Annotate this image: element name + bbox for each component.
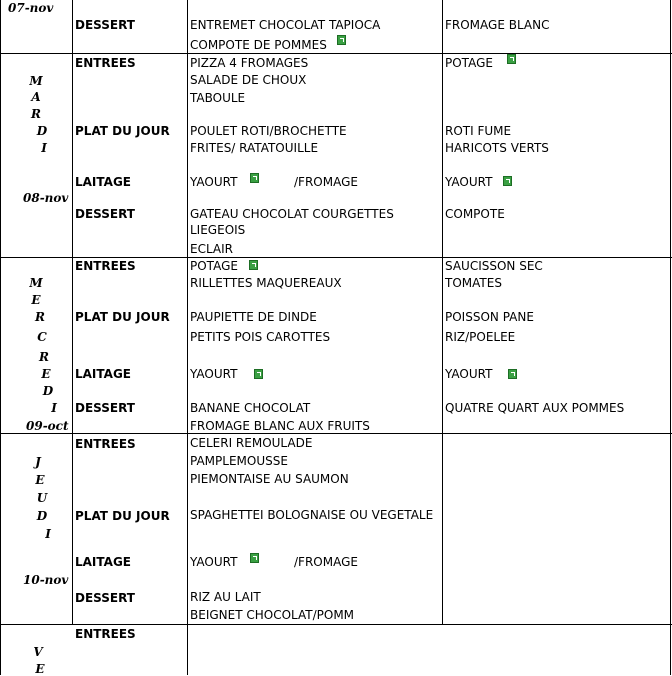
- menu-item: RILLETTES MAQUEREAUX: [190, 276, 342, 290]
- organic-label-icon: [254, 369, 263, 379]
- day-letter: M: [29, 276, 43, 290]
- menu-item: HARICOTS VERTS: [445, 141, 549, 155]
- category-label: ENTREES: [75, 437, 136, 451]
- menu-item: POISSON PANE: [445, 310, 534, 324]
- organic-label-icon: [250, 553, 259, 563]
- day-letter: I: [41, 141, 47, 155]
- organic-label-icon: [507, 54, 516, 64]
- menu-item: YAOURT: [190, 175, 238, 189]
- organic-label-icon: [508, 369, 517, 379]
- menu-item: POULET ROTI/BROCHETTE: [190, 124, 347, 138]
- day-letter: U: [36, 491, 48, 505]
- day-letter: R: [31, 107, 41, 121]
- menu-item: BEIGNET CHOCOLAT/POMM: [190, 608, 355, 622]
- day-letter: I: [45, 527, 51, 541]
- menu-item: SPAGHETTEI BOLOGNAISE OU VEGETALE: [190, 508, 434, 522]
- menu-item: YAOURT: [445, 367, 493, 381]
- category-label: DESSERT: [75, 18, 135, 32]
- day-date: 10-nov: [23, 573, 69, 587]
- day-letter: E: [31, 293, 41, 307]
- organic-label-icon: [249, 260, 258, 270]
- day-separator: [0, 433, 672, 434]
- day-letter: J: [35, 455, 41, 469]
- category-label: ENTREES: [75, 259, 136, 273]
- category-label: ENTREES: [75, 56, 136, 70]
- menu-item: FROMAGE BLANC: [445, 18, 550, 32]
- menu-item: /FROMAGE: [294, 175, 358, 189]
- day-letter: A: [31, 90, 41, 104]
- day-letter: D: [36, 124, 48, 138]
- day-letter: C: [37, 330, 47, 344]
- category-label: DESSERT: [75, 591, 135, 605]
- menu-item: RIZ/POELEE: [445, 330, 516, 344]
- day-letter: I: [51, 401, 57, 415]
- category-label: PLAT DU JOUR: [75, 509, 170, 523]
- day-letter: R: [39, 350, 49, 364]
- category-label: ENTREES: [75, 627, 136, 641]
- table-border-right: [670, 0, 671, 675]
- menu-item: /FROMAGE: [294, 555, 358, 569]
- menu-item: TABOULE: [190, 91, 246, 105]
- menu-item: YAOURT: [445, 175, 493, 189]
- day-letter: V: [33, 645, 43, 659]
- day-date: 09-oct: [26, 419, 69, 433]
- menu-item: BANANE CHOCOLAT: [190, 401, 311, 415]
- menu-item: TOMATES: [445, 276, 502, 290]
- menu-item: ENTREMET CHOCOLAT TAPIOCA: [190, 18, 381, 32]
- day-date: 08-nov: [23, 191, 69, 205]
- menu-item: POTAGE: [445, 56, 493, 70]
- menu-item: YAOURT: [190, 555, 238, 569]
- menu-item: FROMAGE BLANC AUX FRUITS: [190, 419, 370, 433]
- organic-label-icon: [337, 35, 346, 45]
- day-date: 07-nov: [8, 1, 54, 15]
- day-letter: R: [35, 310, 45, 324]
- menu-item: QUATRE QUART AUX POMMES: [445, 401, 625, 415]
- menu-item: COMPOTE DE POMMES: [190, 38, 327, 52]
- day-letter: E: [35, 473, 45, 487]
- menu-item: COMPOTE: [445, 207, 505, 221]
- category-label: DESSERT: [75, 207, 135, 221]
- menu-item: YAOURT: [190, 367, 238, 381]
- category-label: LAITAGE: [75, 367, 131, 381]
- menu-item: ROTI FUME: [445, 124, 512, 138]
- day-letter: D: [36, 509, 48, 523]
- organic-label-icon: [250, 173, 259, 183]
- day-letter: M: [29, 74, 43, 88]
- category-label: PLAT DU JOUR: [75, 124, 170, 138]
- day-separator: [0, 257, 672, 258]
- menu-item: LIEGEOIS: [190, 223, 246, 237]
- category-label: DESSERT: [75, 401, 135, 415]
- day-separator: [0, 624, 672, 625]
- menu-item: ECLAIR: [190, 242, 234, 256]
- menu-item: PAMPLEMOUSSE: [190, 454, 288, 468]
- menu-item: SALADE DE CHOUX: [190, 73, 307, 87]
- menu-item: PIZZA 4 FROMAGES: [190, 56, 309, 70]
- category-label: PLAT DU JOUR: [75, 310, 170, 324]
- menu-item: SAUCISSON SEC: [445, 259, 543, 273]
- menu-item: CELERI REMOULADE: [190, 436, 313, 450]
- menu-item: PIEMONTAISE AU SAUMON: [190, 472, 349, 486]
- menu-item: PETITS POIS CAROTTES: [190, 330, 331, 344]
- menu-item: PAUPIETTE DE DINDE: [190, 310, 317, 324]
- day-letter: D: [42, 384, 54, 398]
- organic-label-icon: [503, 176, 512, 186]
- menu-item: FRITES/ RATATOUILLE: [190, 141, 319, 155]
- menu-item: GATEAU CHOCOLAT COURGETTES: [190, 207, 394, 221]
- day-separator: [0, 53, 672, 54]
- category-label: LAITAGE: [75, 175, 131, 189]
- category-label: LAITAGE: [75, 555, 131, 569]
- day-letter: E: [41, 367, 51, 381]
- menu-item: POTAGE: [190, 259, 238, 273]
- column-divider-option: [442, 0, 443, 625]
- column-divider-category: [187, 0, 188, 675]
- day-letter: E: [35, 662, 45, 676]
- menu-item: RIZ AU LAIT: [190, 590, 261, 604]
